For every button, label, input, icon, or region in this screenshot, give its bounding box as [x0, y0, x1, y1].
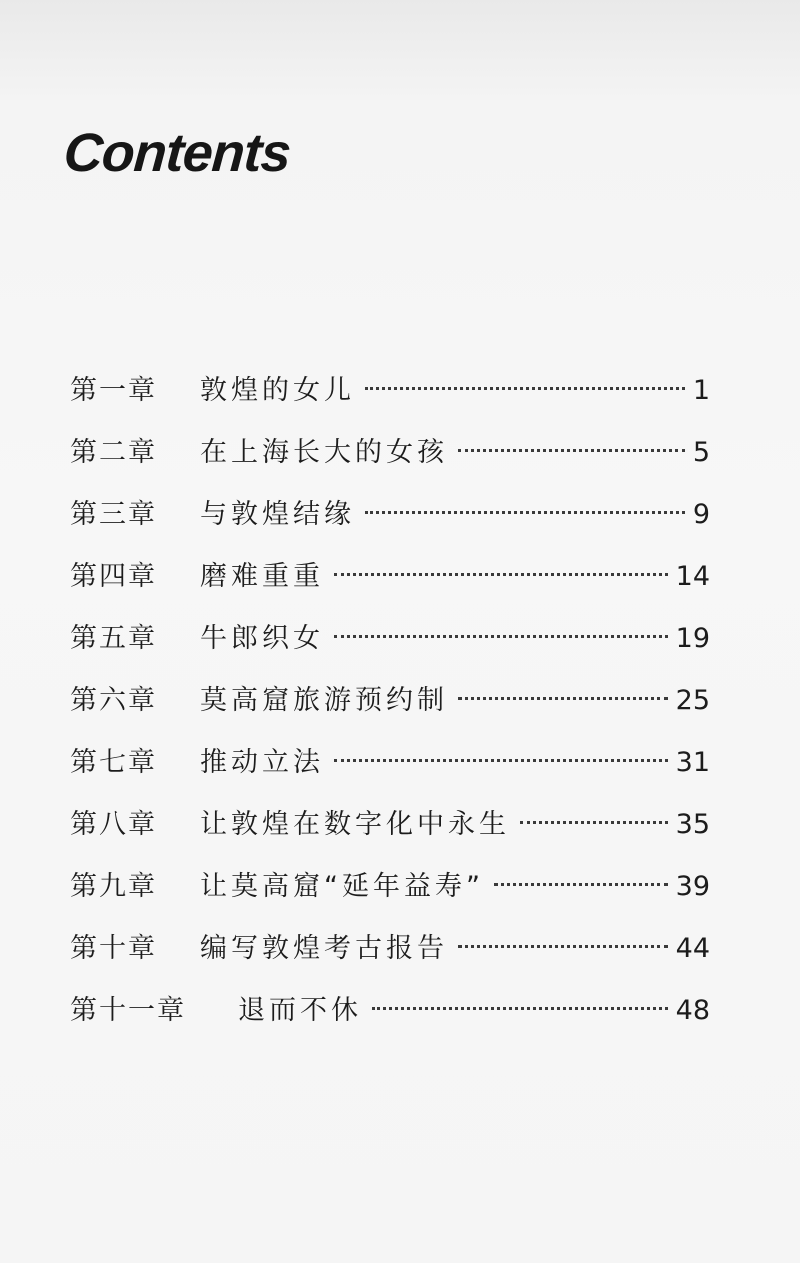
page-number: 5	[692, 437, 710, 468]
chapter-number: 第五章	[70, 623, 157, 654]
dot-leader	[334, 759, 668, 762]
chapter-number: 第十一章	[70, 995, 186, 1026]
chapter-title: 敦煌的女儿	[200, 375, 355, 406]
toc-entry[interactable]	[70, 366, 710, 428]
page-number: 14	[675, 561, 710, 592]
dot-leader	[520, 821, 668, 824]
chapter-title: 退而不休	[238, 995, 362, 1026]
dot-leader	[458, 945, 668, 948]
dot-leader	[334, 635, 668, 638]
page-number: 1	[692, 375, 710, 406]
page-number: 35	[675, 809, 710, 840]
page-number: 48	[675, 995, 710, 1026]
page-number: 9	[692, 499, 710, 530]
dot-leader	[365, 387, 685, 390]
toc-entry[interactable]	[70, 800, 710, 862]
toc-entry[interactable]	[70, 490, 710, 552]
toc-entry[interactable]	[70, 862, 710, 924]
dot-leader	[372, 1007, 668, 1010]
page-number: 39	[675, 871, 710, 902]
chapter-number: 第九章	[70, 871, 157, 902]
page-number: 25	[675, 685, 710, 716]
chapter-title: 让莫高窟“延年益寿”	[200, 871, 484, 902]
chapter-number: 第一章	[70, 375, 157, 406]
toc-entry[interactable]	[70, 428, 710, 490]
page-number: 31	[675, 747, 710, 778]
dot-leader	[458, 449, 685, 452]
chapter-title: 在上海长大的女孩	[200, 437, 448, 468]
toc-entry[interactable]	[70, 614, 710, 676]
toc-entry[interactable]	[70, 552, 710, 614]
dot-leader	[334, 573, 668, 576]
page-number: 44	[675, 933, 710, 964]
chapter-title: 与敦煌结缘	[200, 499, 355, 530]
chapter-title: 牛郎织女	[200, 623, 324, 654]
page-title: Contents	[61, 123, 293, 183]
toc-entry[interactable]	[70, 986, 710, 1048]
chapter-number: 第六章	[70, 685, 157, 716]
toc-entry[interactable]	[70, 738, 710, 800]
chapter-title: 让敦煌在数字化中永生	[200, 809, 510, 840]
chapter-number: 第四章	[70, 561, 157, 592]
chapter-title: 莫高窟旅游预约制	[200, 685, 448, 716]
dot-leader	[458, 697, 668, 700]
table-of-contents	[70, 366, 710, 1048]
dot-leader	[365, 511, 685, 514]
chapter-title: 推动立法	[200, 747, 324, 778]
toc-entry[interactable]	[70, 676, 710, 738]
chapter-title: 磨难重重	[200, 561, 324, 592]
chapter-number: 第八章	[70, 809, 157, 840]
chapter-number: 第七章	[70, 747, 157, 778]
chapter-number: 第二章	[70, 437, 157, 468]
chapter-number: 第十章	[70, 933, 157, 964]
page-number: 19	[675, 623, 710, 654]
toc-entry[interactable]	[70, 924, 710, 986]
chapter-title: 编写敦煌考古报告	[200, 933, 448, 964]
dot-leader	[494, 883, 668, 886]
chapter-number: 第三章	[70, 499, 157, 530]
